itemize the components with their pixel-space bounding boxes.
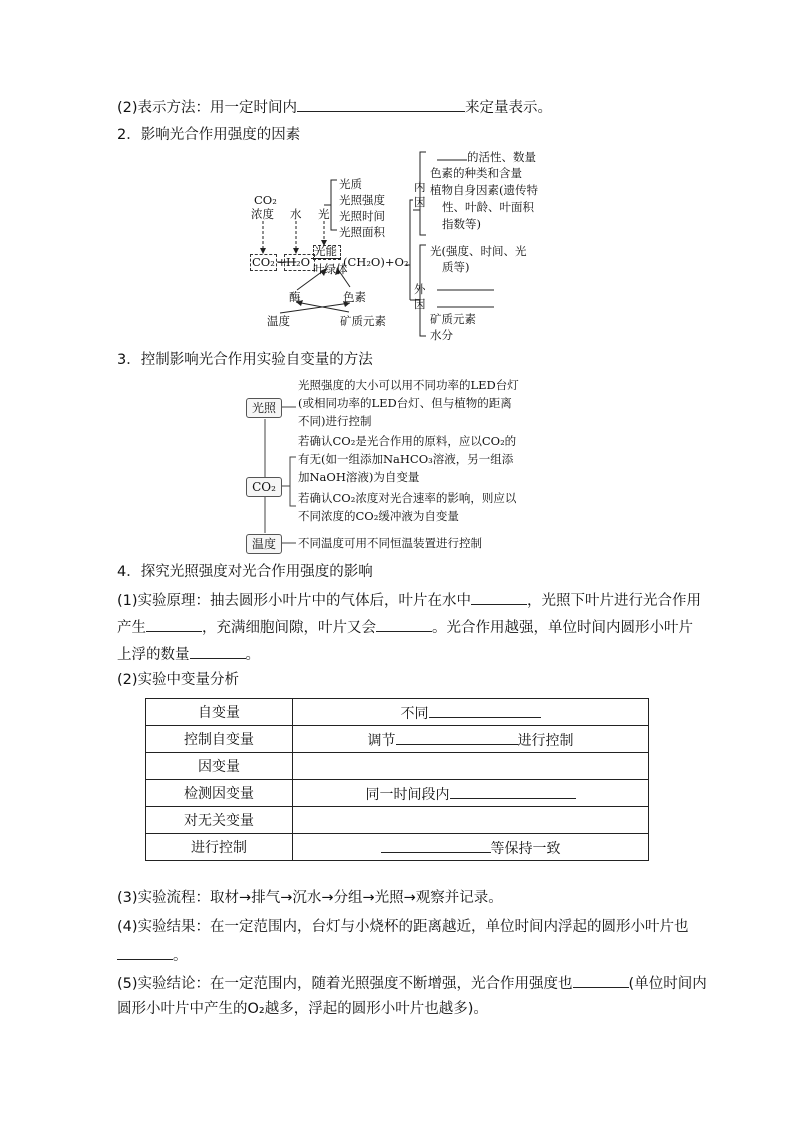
water-label: 水 xyxy=(290,207,302,221)
conclusion-blank xyxy=(573,972,629,988)
minerals-label: 矿质元素 xyxy=(340,314,386,328)
row-value xyxy=(293,807,649,834)
inner-item-3: 植物自身因素(遗传特 xyxy=(430,183,538,197)
method-suffix: 来定量表示。 xyxy=(465,100,553,116)
row-value xyxy=(293,726,649,753)
row-value xyxy=(293,780,649,807)
row-value-text: 同一时间段内 xyxy=(365,786,450,803)
principle-blank-2 xyxy=(146,616,202,632)
heading-experiment: 4．探究光照强度对光合作用强度的影响 xyxy=(117,564,373,580)
row-label: 控制自变量 xyxy=(146,726,293,753)
light-factor-1: 光质 xyxy=(339,177,362,191)
co2-desc1-3: 加NaOH溶液)为自变量 xyxy=(298,470,420,484)
row-suffix: 等保持一致 xyxy=(490,840,561,857)
outer-item-1: 光(强度、时间、光 xyxy=(430,244,527,258)
co2-box-label: CO₂ xyxy=(252,255,275,269)
row-label: 因变量 xyxy=(146,753,293,780)
principle-text-3a: 上浮的数量 xyxy=(117,647,190,663)
principle-text-3b: 。 xyxy=(245,647,260,663)
light-factor-3: 光照时间 xyxy=(339,209,385,223)
co2-control-box: CO₂ xyxy=(246,477,282,497)
conclusion-line-1 xyxy=(117,972,707,994)
product-label: (CH₂O)+O₂ xyxy=(343,255,409,269)
row-blank xyxy=(450,783,576,799)
row-value xyxy=(293,753,649,780)
table-row xyxy=(146,699,649,726)
outer-item-3: 矿质元素 xyxy=(430,312,476,326)
co2-label-bottom: 浓度 xyxy=(251,207,274,221)
variable-table xyxy=(145,698,649,861)
co2-desc1-1: 若确认CO₂是光合作用的原料，应以CO₂的 xyxy=(298,434,517,448)
light-factor-2: 光照强度 xyxy=(339,193,385,207)
row-value xyxy=(293,699,649,726)
principle-line-3 xyxy=(117,643,260,665)
principle-text-2a: 产生 xyxy=(117,620,146,636)
method-prefix: (2)表示方法：用一定时间内 xyxy=(117,100,298,116)
table-row xyxy=(146,807,649,834)
result-blank xyxy=(117,944,173,960)
procedure-line: (3)实验流程：取材→排气→沉水→分组→光照→观察并记录。 xyxy=(117,890,503,906)
principle-text-2b: ，充满细胞间隙，叶片又会 xyxy=(202,620,376,636)
table-row xyxy=(146,834,649,861)
light-desc-3: 不同)进行控制 xyxy=(298,414,372,428)
row-value-text: 调节 xyxy=(367,732,396,749)
co2-desc2-2: 不同浓度的CO₂缓冲液为自变量 xyxy=(298,509,459,523)
co2-label-top: CO₂ xyxy=(254,193,277,207)
row-label: 对无关变量 xyxy=(146,807,293,834)
outer-cause-label: 外因 xyxy=(414,282,426,311)
temp-desc: 不同温度可用不同恒温装置进行控制 xyxy=(298,536,482,550)
h2o-box-label: H₂O xyxy=(286,255,311,269)
table-row xyxy=(146,780,649,807)
row-blank xyxy=(429,702,541,718)
light-factor-4: 光照面积 xyxy=(339,225,385,239)
inner-item-4: 性、叶龄、叶面积 xyxy=(442,200,534,214)
row-blank xyxy=(396,729,518,745)
outer-item-2: 质等) xyxy=(442,260,470,274)
principle-blank-3 xyxy=(376,616,432,632)
row-value xyxy=(293,834,649,861)
principle-text-1b: ，光照下叶片进行光合作用 xyxy=(527,593,702,609)
principle-blank-4 xyxy=(190,643,246,659)
temperature-label: 温度 xyxy=(267,314,290,328)
co2-desc2-1: 若确认CO₂浓度对光合速率的影响，则应以 xyxy=(298,491,517,505)
light-label: 光 xyxy=(318,207,330,221)
row-label: 检测因变量 xyxy=(146,780,293,807)
pigment-label: 色素 xyxy=(343,290,366,304)
outer-item-4: 水分 xyxy=(430,328,453,342)
principle-text-2c: 。光合作用越强，单位时间内圆形小叶片 xyxy=(432,620,693,636)
inner-cause-label: 内因 xyxy=(414,180,426,209)
principle-blank-1 xyxy=(471,589,527,605)
conclusion-line-2: 圆形小叶片中产生的O₂越多，浮起的圆形小叶片也越多)。 xyxy=(117,1001,488,1017)
light-desc-2: (或相同功率的LED台灯、但与植物的距离 xyxy=(298,396,512,410)
row-value-text: 不同 xyxy=(400,705,429,722)
row-suffix: 进行控制 xyxy=(517,732,574,749)
analysis-title: (2)实验中变量分析 xyxy=(117,672,240,688)
row-label: 自变量 xyxy=(146,699,293,726)
principle-line-1 xyxy=(117,589,701,611)
enzyme-label: 酶 xyxy=(289,290,301,304)
result-line-1: (4)实验结果：在一定范围内，台灯与小烧杯的距离越近，单位时间内浮起的圆形小叶片也 xyxy=(117,919,689,935)
row-label: 进行控制 xyxy=(146,834,293,861)
heading-factors: 2．影响光合作用强度的因素 xyxy=(117,127,301,143)
light-energy-label: 光能 xyxy=(314,244,337,258)
result-line-2 xyxy=(117,944,188,966)
inner-item-1: 的活性、数量 xyxy=(467,150,536,164)
plus-sign: + xyxy=(277,255,287,269)
table-row xyxy=(146,726,649,753)
chloroplast-label: 叶绿体 xyxy=(313,262,348,276)
conclusion-text-1b: (单位时间内 xyxy=(628,976,707,992)
table-row xyxy=(146,753,649,780)
conclusion-text-1a: (5)实验结论：在一定范围内，随着光照强度不断增强，光合作用强度也 xyxy=(117,976,573,992)
principle-text-1a: (1)实验原理：抽去圆形小叶片中的气体后，叶片在水中 xyxy=(117,593,472,609)
light-desc-1: 光照强度的大小可以用不同功率的LED台灯 xyxy=(298,378,519,392)
temp-control-box: 温度 xyxy=(246,534,282,554)
inner-item-2: 色素的种类和含量 xyxy=(430,166,522,180)
result-text-2: 。 xyxy=(173,948,188,964)
co2-desc1-2: 有无(如一组添加NaHCO₃溶液，另一组添 xyxy=(298,452,514,466)
row-blank xyxy=(381,837,491,853)
heading-control: 3．控制影响光合作用实验自变量的方法 xyxy=(117,352,373,368)
inner-item-5: 指数等) xyxy=(442,217,481,231)
light-control-box: 光照 xyxy=(246,398,282,418)
principle-line-2 xyxy=(117,616,693,638)
